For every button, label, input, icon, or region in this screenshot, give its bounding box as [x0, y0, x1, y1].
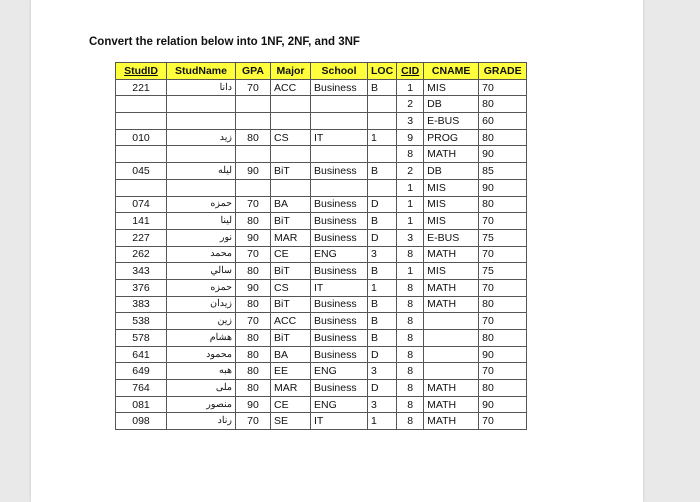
cell-loc: B: [368, 79, 397, 96]
cell-school: IT: [311, 129, 368, 146]
cell-loc: D: [368, 229, 397, 246]
cell-studname: لينا: [167, 213, 236, 230]
cell-major: BiT: [271, 213, 311, 230]
cell-studname: دانا: [167, 79, 236, 96]
cell-cid: 8: [397, 296, 424, 313]
table-row: [116, 163, 527, 180]
cell-school: [311, 113, 368, 130]
cell-major: MAR: [271, 229, 311, 246]
cell-loc: 3: [368, 246, 397, 263]
table-row: [116, 313, 527, 330]
cell-loc: 1: [368, 129, 397, 146]
cell-major: BiT: [271, 296, 311, 313]
cell-cid: 1: [397, 79, 424, 96]
cell-studid: [116, 96, 167, 113]
cell-studname: [167, 96, 236, 113]
cell-studname: زين: [167, 313, 236, 330]
cell-grade: 70: [479, 246, 527, 263]
cell-grade: 70: [479, 313, 527, 330]
cell-studid: 376: [116, 279, 167, 296]
cell-loc: B: [368, 213, 397, 230]
column-header-school: School: [311, 63, 368, 80]
cell-studname: محمود: [167, 346, 236, 363]
cell-studid: 262: [116, 246, 167, 263]
cell-cid: 9: [397, 129, 424, 146]
cell-school: ENG: [311, 396, 368, 413]
cell-studname: حمزه: [167, 196, 236, 213]
column-header-cname: CNAME: [424, 63, 479, 80]
cell-cname: MATH: [424, 413, 479, 430]
cell-grade: 70: [479, 79, 527, 96]
cell-studid: 010: [116, 129, 167, 146]
cell-studname: هشام: [167, 330, 236, 347]
cell-cid: 1: [397, 263, 424, 280]
cell-studid: 098: [116, 413, 167, 430]
cell-major: CE: [271, 246, 311, 263]
cell-gpa: [236, 146, 271, 163]
cell-studid: [116, 146, 167, 163]
cell-school: [311, 179, 368, 196]
cell-major: EE: [271, 363, 311, 380]
table-row: [116, 96, 527, 113]
table-row: [116, 279, 527, 296]
cell-cname: MATH: [424, 246, 479, 263]
cell-cname: E-BUS: [424, 229, 479, 246]
cell-loc: [368, 96, 397, 113]
cell-studid: 578: [116, 330, 167, 347]
cell-gpa: 70: [236, 413, 271, 430]
cell-major: CE: [271, 396, 311, 413]
table-body: [116, 79, 527, 429]
cell-school: Business: [311, 263, 368, 280]
cell-cname: [424, 330, 479, 347]
table-row: [116, 296, 527, 313]
cell-studname: محمد: [167, 246, 236, 263]
cell-grade: 80: [479, 129, 527, 146]
cell-grade: 90: [479, 179, 527, 196]
cell-gpa: 70: [236, 313, 271, 330]
cell-gpa: 80: [236, 330, 271, 347]
cell-studid: 649: [116, 363, 167, 380]
cell-studname: منصور: [167, 396, 236, 413]
cell-grade: 90: [479, 396, 527, 413]
cell-cid: 8: [397, 313, 424, 330]
cell-studname: حمزه: [167, 279, 236, 296]
cell-cname: MATH: [424, 380, 479, 397]
cell-gpa: 80: [236, 380, 271, 397]
cell-grade: 80: [479, 196, 527, 213]
cell-major: [271, 113, 311, 130]
cell-grade: 80: [479, 380, 527, 397]
cell-cname: [424, 363, 479, 380]
document-page: [31, 0, 643, 502]
cell-cid: 8: [397, 346, 424, 363]
cell-loc: B: [368, 263, 397, 280]
cell-gpa: 80: [236, 129, 271, 146]
cell-school: [311, 96, 368, 113]
cell-school: Business: [311, 213, 368, 230]
cell-major: BiT: [271, 263, 311, 280]
cell-school: ENG: [311, 363, 368, 380]
cell-studid: 221: [116, 79, 167, 96]
cell-school: ENG: [311, 246, 368, 263]
cell-cname: PROG: [424, 129, 479, 146]
cell-gpa: 80: [236, 346, 271, 363]
cell-school: Business: [311, 330, 368, 347]
cell-school: IT: [311, 279, 368, 296]
cell-school: Business: [311, 380, 368, 397]
cell-loc: [368, 146, 397, 163]
cell-gpa: 70: [236, 196, 271, 213]
cell-school: Business: [311, 196, 368, 213]
cell-school: IT: [311, 413, 368, 430]
cell-grade: 80: [479, 330, 527, 347]
cell-cname: MATH: [424, 296, 479, 313]
cell-cid: 1: [397, 179, 424, 196]
cell-gpa: 70: [236, 246, 271, 263]
cell-grade: 85: [479, 163, 527, 180]
table-row: [116, 113, 527, 130]
table-row: [116, 196, 527, 213]
cell-school: Business: [311, 296, 368, 313]
cell-major: BA: [271, 196, 311, 213]
cell-major: [271, 146, 311, 163]
cell-school: Business: [311, 229, 368, 246]
table-row: [116, 129, 527, 146]
table-row: [116, 413, 527, 430]
cell-major: ACC: [271, 79, 311, 96]
cell-gpa: 70: [236, 79, 271, 96]
cell-school: Business: [311, 79, 368, 96]
cell-studname: [167, 113, 236, 130]
cell-school: [311, 146, 368, 163]
cell-loc: 3: [368, 363, 397, 380]
cell-major: CS: [271, 129, 311, 146]
table-row: [116, 79, 527, 96]
column-header-grade: GRADE: [479, 63, 527, 80]
table-row: [116, 179, 527, 196]
cell-grade: 60: [479, 113, 527, 130]
cell-studname: [167, 146, 236, 163]
page-title: Convert the relation below into 1NF, 2NF, and 3NF: [89, 36, 360, 48]
column-header-cid: CID: [397, 63, 424, 80]
cell-cname: MIS: [424, 179, 479, 196]
cell-grade: 70: [479, 413, 527, 430]
table-row: [116, 213, 527, 230]
cell-gpa: [236, 96, 271, 113]
cell-grade: 70: [479, 279, 527, 296]
column-header-studid: StudID: [116, 63, 167, 80]
cell-cname: E-BUS: [424, 113, 479, 130]
cell-major: CS: [271, 279, 311, 296]
cell-cname: [424, 346, 479, 363]
cell-studid: 764: [116, 380, 167, 397]
table-row: [116, 330, 527, 347]
cell-grade: 70: [479, 363, 527, 380]
cell-gpa: 90: [236, 396, 271, 413]
column-header-loc: LOC: [368, 63, 397, 80]
cell-major: [271, 179, 311, 196]
cell-cid: 8: [397, 279, 424, 296]
cell-loc: D: [368, 346, 397, 363]
cell-cid: 8: [397, 363, 424, 380]
cell-studname: زيد: [167, 129, 236, 146]
cell-studname: هبه: [167, 363, 236, 380]
cell-cname: MIS: [424, 79, 479, 96]
cell-loc: D: [368, 196, 397, 213]
cell-cid: 1: [397, 213, 424, 230]
table-row: [116, 346, 527, 363]
cell-studname: ليله: [167, 163, 236, 180]
cell-major: BiT: [271, 163, 311, 180]
cell-gpa: 90: [236, 279, 271, 296]
cell-studid: 081: [116, 396, 167, 413]
cell-grade: 75: [479, 263, 527, 280]
cell-loc: 3: [368, 396, 397, 413]
cell-cid: 8: [397, 396, 424, 413]
cell-studid: 045: [116, 163, 167, 180]
cell-studname: رناد: [167, 413, 236, 430]
cell-cid: 8: [397, 146, 424, 163]
cell-studname: نور: [167, 229, 236, 246]
cell-grade: 90: [479, 346, 527, 363]
table-row: [116, 363, 527, 380]
column-header-major: Major: [271, 63, 311, 80]
cell-cid: 8: [397, 413, 424, 430]
cell-loc: 1: [368, 413, 397, 430]
cell-studname: زيدان: [167, 296, 236, 313]
cell-gpa: 90: [236, 163, 271, 180]
cell-major: MAR: [271, 380, 311, 397]
cell-loc: [368, 179, 397, 196]
cell-cid: 8: [397, 380, 424, 397]
cell-cid: 1: [397, 196, 424, 213]
table-row: [116, 229, 527, 246]
cell-studname: سالي: [167, 263, 236, 280]
cell-gpa: [236, 179, 271, 196]
cell-cid: 8: [397, 330, 424, 347]
relation-table: [115, 62, 527, 430]
cell-cname: MIS: [424, 196, 479, 213]
cell-loc: 1: [368, 279, 397, 296]
cell-gpa: [236, 113, 271, 130]
cell-major: BA: [271, 346, 311, 363]
cell-cname: DB: [424, 163, 479, 180]
header-row: [116, 63, 527, 80]
cell-cname: [424, 313, 479, 330]
cell-loc: D: [368, 380, 397, 397]
cell-cid: 3: [397, 229, 424, 246]
cell-cname: MATH: [424, 146, 479, 163]
cell-major: SE: [271, 413, 311, 430]
cell-gpa: 80: [236, 213, 271, 230]
cell-school: Business: [311, 163, 368, 180]
cell-grade: 70: [479, 213, 527, 230]
cell-gpa: 90: [236, 229, 271, 246]
cell-studname: ملى: [167, 380, 236, 397]
cell-studid: 227: [116, 229, 167, 246]
cell-studid: [116, 113, 167, 130]
cell-grade: 75: [479, 229, 527, 246]
table-row: [116, 146, 527, 163]
cell-studid: 538: [116, 313, 167, 330]
table-row: [116, 396, 527, 413]
cell-school: Business: [311, 313, 368, 330]
cell-school: Business: [311, 346, 368, 363]
column-header-gpa: GPA: [236, 63, 271, 80]
cell-studid: 383: [116, 296, 167, 313]
cell-cid: 3: [397, 113, 424, 130]
cell-loc: [368, 113, 397, 130]
cell-gpa: 80: [236, 363, 271, 380]
cell-cname: MATH: [424, 279, 479, 296]
cell-loc: B: [368, 313, 397, 330]
cell-loc: B: [368, 330, 397, 347]
cell-cid: 2: [397, 96, 424, 113]
cell-grade: 80: [479, 96, 527, 113]
cell-cname: MATH: [424, 396, 479, 413]
cell-major: BiT: [271, 330, 311, 347]
cell-studid: [116, 179, 167, 196]
cell-cid: 8: [397, 246, 424, 263]
cell-cid: 2: [397, 163, 424, 180]
cell-studid: 343: [116, 263, 167, 280]
cell-cname: MIS: [424, 263, 479, 280]
table-row: [116, 263, 527, 280]
cell-studid: 141: [116, 213, 167, 230]
cell-studid: 641: [116, 346, 167, 363]
cell-major: [271, 96, 311, 113]
cell-loc: B: [368, 163, 397, 180]
table-row: [116, 246, 527, 263]
cell-studname: [167, 179, 236, 196]
cell-grade: 80: [479, 296, 527, 313]
cell-cname: DB: [424, 96, 479, 113]
column-header-studname: StudName: [167, 63, 236, 80]
cell-loc: B: [368, 296, 397, 313]
cell-gpa: 80: [236, 296, 271, 313]
cell-gpa: 80: [236, 263, 271, 280]
cell-major: ACC: [271, 313, 311, 330]
cell-cname: MIS: [424, 213, 479, 230]
table-row: [116, 380, 527, 397]
cell-grade: 90: [479, 146, 527, 163]
cell-studid: 074: [116, 196, 167, 213]
